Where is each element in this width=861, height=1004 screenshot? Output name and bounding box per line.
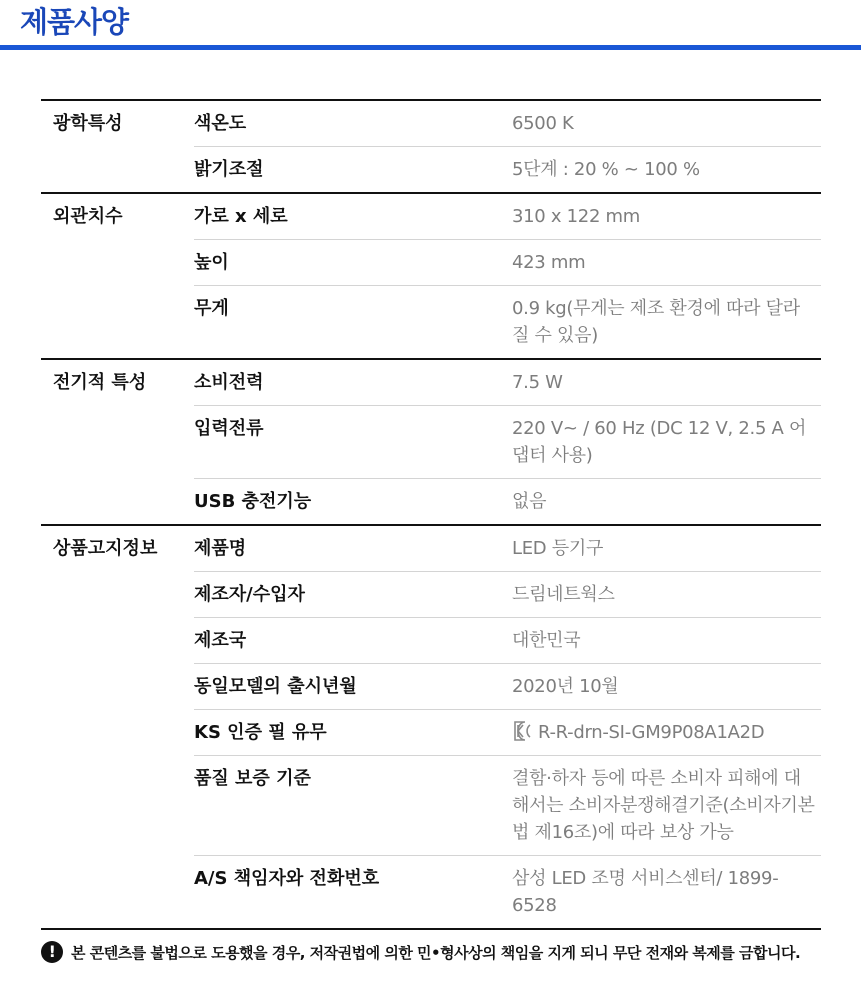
spec-key: 제조자/수입자: [194, 572, 512, 618]
spec-key: 밝기조절: [194, 147, 512, 194]
spec-value: 6500 K: [512, 113, 574, 134]
exclamation-icon: !: [41, 941, 63, 963]
spec-key: 제품명: [194, 538, 247, 559]
spec-table: [41, 99, 821, 930]
table-row: [41, 100, 821, 147]
spec-key: A/S 책임자와 전화번호: [194, 856, 512, 930]
spec-value: 310 x 122 mm: [512, 206, 640, 227]
group-label: 외관치수: [53, 206, 123, 227]
group-label: 광학특성: [53, 113, 123, 134]
spec-key: 동일모델의 출시년월: [194, 664, 512, 710]
spec-key: 색온도: [194, 113, 247, 134]
table-row: [41, 359, 821, 406]
spec-value: 없음: [512, 479, 821, 526]
spec-value: 삼성 LED 조명 서비스센터/ 1899-6528: [512, 856, 821, 930]
spec-key: 제조국: [194, 618, 512, 664]
spec-group-product-notice: [41, 525, 821, 929]
title-underline: [0, 45, 861, 50]
spec-value: 7.5 W: [512, 372, 563, 393]
spec-value-with-icon: [512, 710, 821, 756]
spec-group-electrical: [41, 359, 821, 525]
spec-key: KS 인증 필 유무: [194, 710, 512, 756]
notice-text: 본 콘텐츠를 불법으로 도용했을 경우, 저작권법에 의한 민•형사상의 책임을 지게 되니 무단 전재와 복제를 금합니다.: [71, 943, 801, 962]
group-label: 전기적 특성: [53, 372, 147, 393]
spec-key: USB 충전기능: [194, 479, 512, 526]
spec-value: 2020년 10월: [512, 664, 821, 710]
spec-value: R-R-drn-SI-GM9P08A1A2D: [538, 722, 765, 743]
spec-key: 가로 x 세로: [194, 206, 288, 227]
table-row: [41, 193, 821, 240]
spec-key: 품질 보증 기준: [194, 756, 512, 856]
spec-value: 대한민국: [512, 618, 821, 664]
spec-value: 220 V~ / 60 Hz (DC 12 V, 2.5 A 어댑터 사용): [512, 406, 821, 479]
spec-key: 소비전력: [194, 372, 264, 393]
spec-value: 결함·하자 등에 따른 소비자 피해에 대해서는 소비자분쟁해결기준(소비자기본법 제16조)에 따라 보상 가능: [512, 756, 821, 856]
spec-group-optical: [41, 100, 821, 193]
spec-key: 무게: [194, 286, 512, 360]
spec-key: 입력전류: [194, 406, 512, 479]
spec-value: LED 등기구: [512, 538, 604, 559]
kc-certification-icon: [512, 720, 532, 742]
table-row: [41, 525, 821, 572]
spec-value: 드림네트웍스: [512, 572, 821, 618]
copyright-notice: [41, 941, 841, 963]
spec-value: 423 mm: [512, 240, 821, 286]
spec-key: 높이: [194, 240, 512, 286]
spec-value: 0.9 kg(무게는 제조 환경에 따라 달라 질 수 있음): [512, 286, 821, 360]
spec-group-dimensions: [41, 193, 821, 359]
group-label: 상품고지정보: [53, 538, 158, 559]
page-title: 제품사양: [20, 5, 129, 39]
spec-value: 5단계 : 20 % ~ 100 %: [512, 147, 821, 194]
